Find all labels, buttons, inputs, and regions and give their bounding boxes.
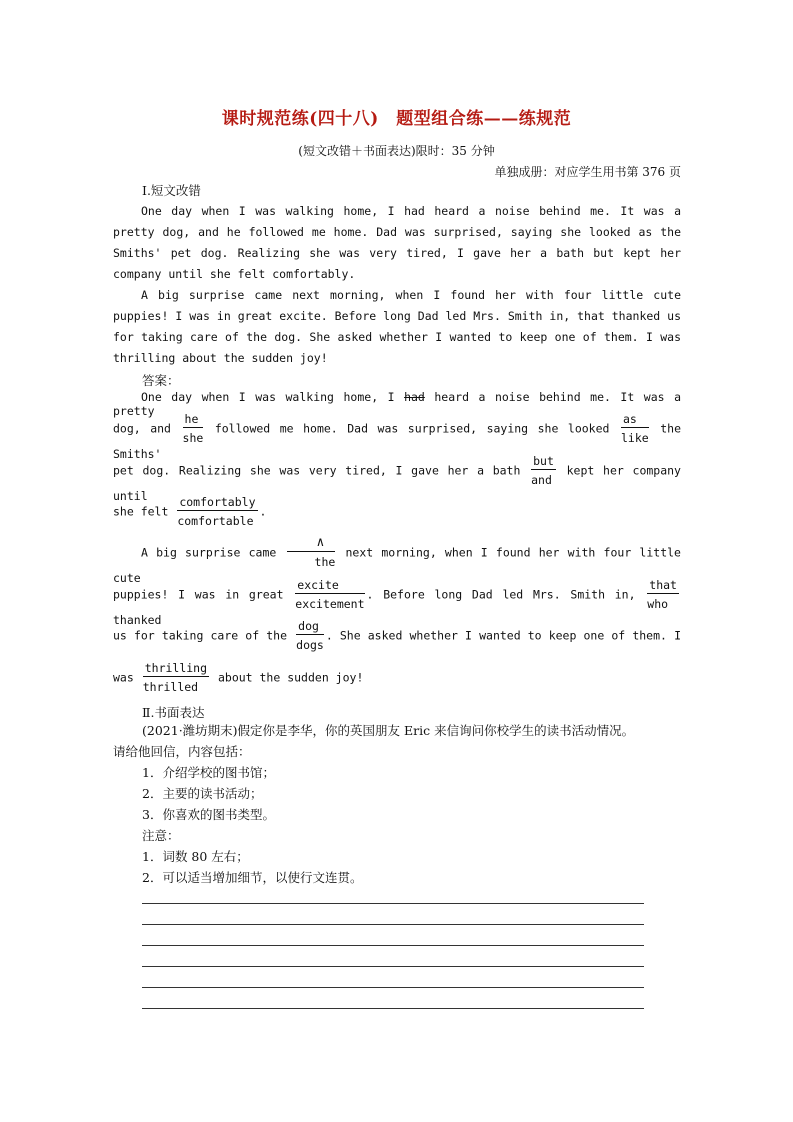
note-label: 注意： [142, 828, 180, 843]
writing-line[interactable] [142, 945, 644, 946]
answer-line-4: she felt comfortably comfortable . [113, 495, 267, 528]
section2-heading: Ⅱ.书面表达 [142, 705, 205, 720]
deleted-word: had [404, 390, 425, 404]
answer-line-1: One day when I was walking home, I had heard a noise behind me. It was a pretty [113, 390, 682, 418]
correction-he: he she [182, 412, 204, 445]
correction-thrilling: thrilling thrilled [142, 661, 208, 694]
writing-line[interactable] [142, 1008, 644, 1009]
answer-line-7: us for taking care of the dog dogs . She asked whether I wanted to keep one of them. I [113, 619, 681, 652]
writing-line[interactable] [142, 966, 644, 967]
answer-label: 答案： [142, 373, 180, 388]
correction-but: but and [531, 454, 554, 487]
answer-line-8: was thrilling thrilled about the sudden joy! [113, 661, 364, 694]
correction-insert-the: ∧ the [287, 535, 336, 571]
page-title: 课时规范练(四十八) 题型组合练——练规范 [221, 109, 572, 129]
correction-as: as like [620, 412, 649, 445]
requirement-2: 2．主要的读书活动； [142, 786, 263, 801]
answer-line-6: puppies! I was in great excite excitement . Before long Dad led Mrs. Smith in, that who thanked [113, 578, 677, 627]
correction-excite: excite excitement [295, 578, 365, 611]
requirement-3: 3．你喜欢的图书类型。 [142, 807, 275, 822]
answer-line-3: pet dog. Realizing she was very tired, I gave her a bath but and kept her company until [113, 454, 681, 503]
correction-dog: dog dogs [296, 619, 324, 652]
correction-that: that who [647, 578, 677, 611]
writing-line[interactable] [142, 924, 644, 925]
section1-heading: Ⅰ.短文改错 [142, 183, 201, 198]
writing-line[interactable] [142, 987, 644, 988]
writing-line[interactable] [142, 903, 644, 904]
page-subtitle: (短文改错＋书面表达)限时：35 分钟 [298, 144, 495, 158]
source-note: 单独成册：对应学生用书第 376 页 [494, 165, 681, 179]
writing-prompt-line-1: (2021·潍坊期末)假定你是李华，你的英国朋友 Eric 来信询问你校学生的读书活动情况。 [142, 723, 635, 738]
note-2: 2．可以适当增加细节，以使行文连贯。 [142, 870, 363, 885]
writing-prompt-line-2: 请给他回信，内容包括： [113, 744, 251, 759]
passage-paragraph-2: A big surprise came next morning, when I found her with four little cute puppies! I was in great excite. Before long Dad led Mrs. Smith in, that thanked us for taking care of the dog. She asked whether I wanted to keep one of them. I was thrilling about the sudden joy! [113, 288, 681, 365]
correction-comfortably: comfortably comfortable [177, 495, 256, 528]
passage-paragraph-1: One day when I was walking home, I had heard a noise behind me. It was a pretty dog, and he followed me home. Dad was surprised, saying she looked as the Smiths' pet dog. Realizing she was very tired, I gave her a bath but kept her company until she felt comfortably. [113, 204, 681, 281]
answer-line-5: A big surprise came ∧ the next morning, when I found her with four little cute [113, 535, 681, 585]
answer-line-2: dog, and he she followed me home. Dad was surprised, saying she looked as like the Smiths' [113, 412, 681, 461]
note-1: 1．词数 80 左右； [142, 849, 249, 864]
requirement-1: 1．介绍学校的图书馆； [142, 765, 275, 780]
